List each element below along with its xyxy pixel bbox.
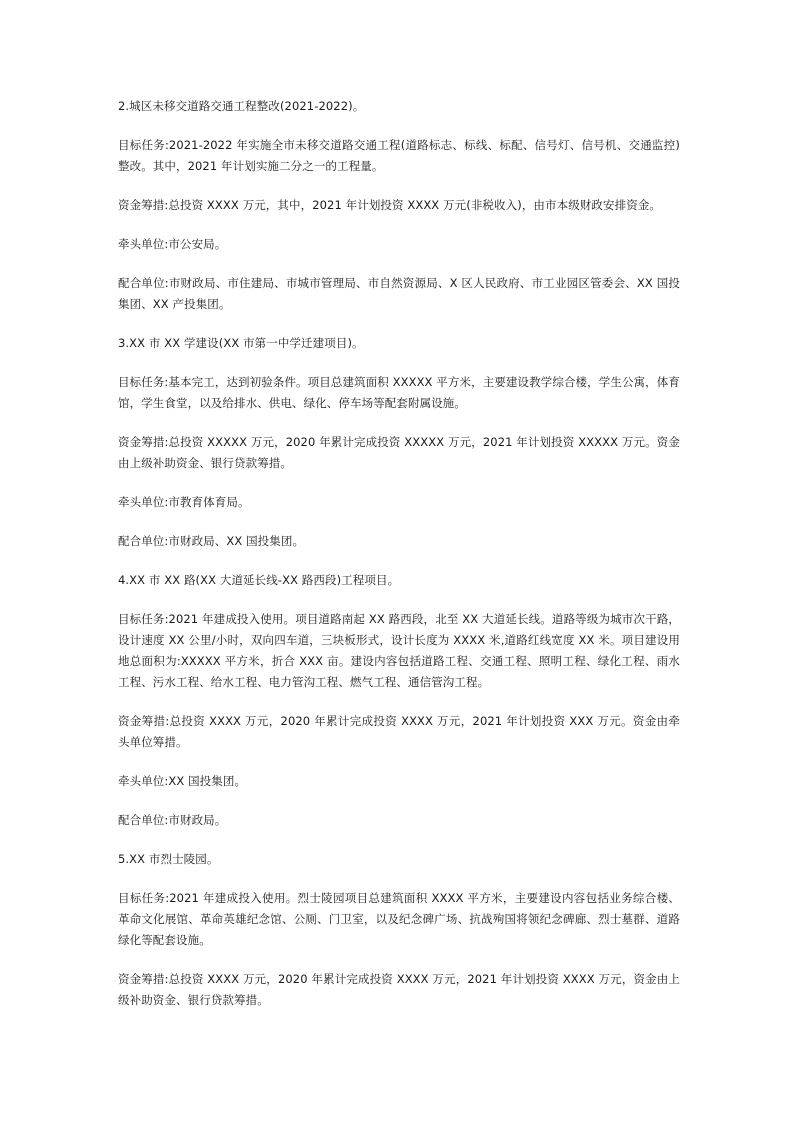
funding-paragraph: 资金筹措:总投资 XXXX 万元，2020 年累计完成投资 XXXX 万元，2021 年计划投资 XXXX 万元，资金由上级补助资金、银行贷款筹措。 xyxy=(118,972,680,1007)
target-task-paragraph: 目标任务:2021 年建成投入使用。烈士陵园项目总建筑面积 XXXX 平方米，主要建设内容包括业务综合楼、革命文化展馆、革命英雄纪念馆、公厕、门卫室，以及纪念碑广场、抗战殉国将领纪念碑廊、烈士墓群、道路绿化等配套设施。 xyxy=(118,891,680,947)
funding-paragraph: 资金筹措:总投资 XXXX 万元，2020 年累计完成投资 XXXX 万元，2021 年计划投资 XXX 万元。资金由牵头单位筹措。 xyxy=(118,714,680,749)
cooperating-units-paragraph: 配合单位:市财政局、XX 国投集团。 xyxy=(118,534,305,548)
section-heading-2: 2.城区未移交道路交通工程整改(2021-2022)。 xyxy=(118,99,365,113)
lead-unit-paragraph: 牵头单位:市公安局。 xyxy=(118,237,227,251)
target-task-paragraph: 目标任务:2021-2022 年实施全市未移交道路交通工程(道路标志、标线、标配、信号灯、信号机、交通监控)整改。其中，2021 年计划实施二分之一的工程量。 xyxy=(118,138,680,173)
cooperating-units-paragraph: 配合单位:市财政局。 xyxy=(118,813,227,827)
funding-paragraph: 资金筹措:总投资 XXXXX 万元，2020 年累计完成投资 XXXXX 万元，2021 年计划投资 XXXXX 万元。资金由上级补助资金、银行贷款筹措。 xyxy=(118,435,680,470)
cooperating-units-paragraph: 配合单位:市财政局、市住建局、市城市管理局、市自然资源局、X 区人民政府、市工业园区管委会、XX 国投集团、XX 产投集团。 xyxy=(118,276,680,311)
document-page xyxy=(118,96,680,1029)
lead-unit-paragraph: 牵头单位:XX 国投集团。 xyxy=(118,774,247,788)
lead-unit-paragraph: 牵头单位:市教育体育局。 xyxy=(118,495,250,509)
section-heading-4: 4.XX 市 XX 路(XX 大道延长线-XX 路西段)工程项目。 xyxy=(118,573,400,587)
section-heading-5: 5.XX 市烈士陵园。 xyxy=(118,852,219,866)
target-task-paragraph: 目标任务:2021 年建成投入使用。项目道路南起 XX 路西段，北至 XX 大道延长线。道路等级为城市次干路，设计速度 XX 公里/小时，双向四车道，三块板形式，设计长度为 XXXX 米,道路红线宽度 XX 米。项目建设用地总面积为:XXXXX 平方米，折合 XXX 亩。建设内容包括道路工程、交通工程、照明工程、绿化工程、雨水工程、污水工程、给水工程、电力管沟工程、燃气工程、通信管沟工程。 xyxy=(118,612,680,689)
funding-paragraph: 资金筹措:总投资 XXXX 万元，其中，2021 年计划投资 XXXX 万元(非税收入)，由市本级财政安排资金。 xyxy=(118,198,662,212)
target-task-paragraph: 目标任务:基本完工，达到初验条件。项目总建筑面积 XXXXX 平方米，主要建设教学综合楼，学生公寓，体育馆，学生食堂，以及给排水、供电、绿化、停车场等配套附属设施。 xyxy=(118,375,680,410)
section-heading-3: 3.XX 市 XX 学建设(XX 市第一中学迁建项目)。 xyxy=(118,336,364,350)
